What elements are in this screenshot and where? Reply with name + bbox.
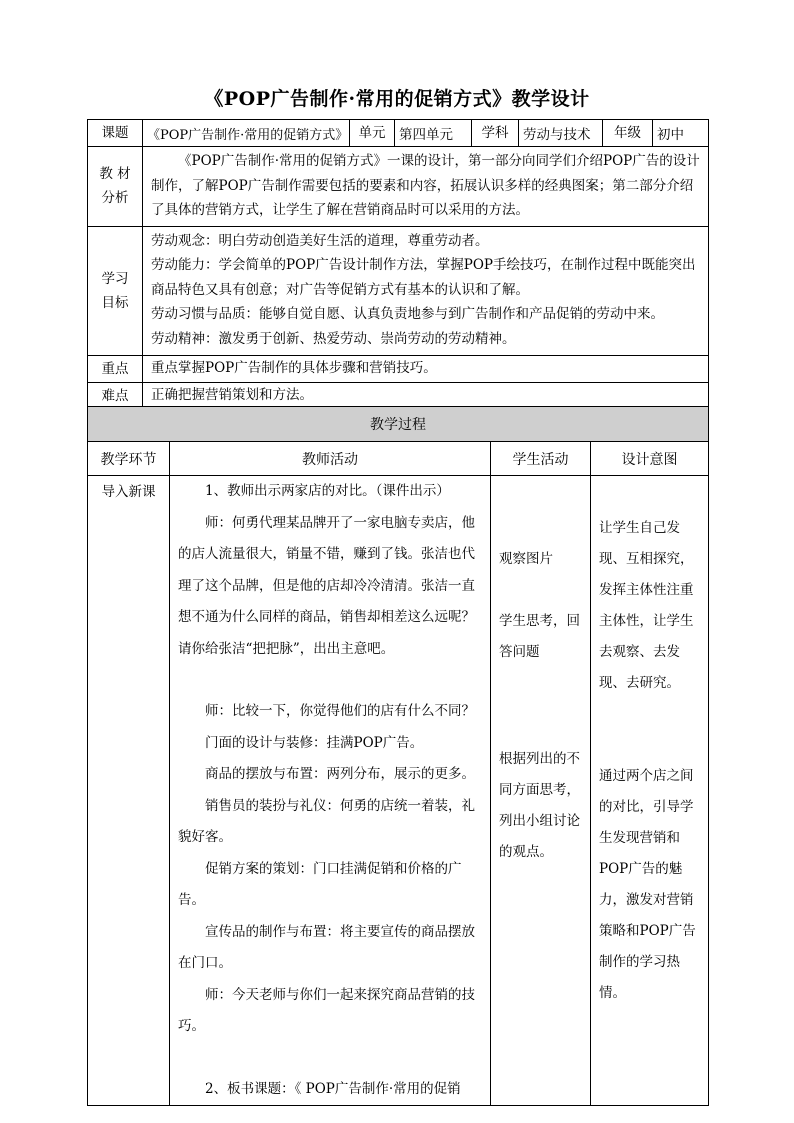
teacher-paragraph: 销售员的装扮与礼仪：何勇的店统一着装，礼貌好客。	[178, 797, 475, 845]
goals-text-cell	[143, 226, 709, 355]
difficulty-text: 正确把握营销策划和方法。	[143, 382, 709, 409]
teacher-paragraph: 商品的摆放与布置：两列分布，展示的更多。	[205, 766, 475, 782]
teacher-paragraph: 促销方案的策划：门口挂满促销和价格的广告。	[178, 860, 462, 908]
course-value: 《POP广告制作·常用的促销方式》	[143, 120, 350, 147]
goals-label-line1: 学习	[101, 270, 129, 287]
key-point-label: 重点	[88, 355, 143, 382]
column-header-teacher: 教师活动	[170, 442, 491, 476]
teacher-paragraph: 师：比较一下，你觉得他们的店有什么不同？	[205, 703, 475, 719]
difficulty-row	[88, 382, 709, 409]
subject-label: 学科	[472, 120, 519, 147]
teacher-paragraph: 1、教师出示两家店的对比。（课件出示）	[205, 483, 450, 499]
subject-value: 劳动与技术	[519, 120, 603, 147]
document-title: 《POP广告制作·常用的促销方式》教学设计	[204, 88, 590, 110]
student-activity-item: 根据列出的不同方面思考，列出小组讨论的观点。	[499, 751, 580, 860]
teacher-paragraph: 门面的设计与装修：挂满POP广告。	[205, 734, 424, 751]
info-table	[87, 119, 709, 410]
teacher-paragraph: 师：何勇代理某品牌开了一家电脑专卖店，他的店人流量很大，销量不错，赚到了钱。张洁也代理了这个品牌，但是他的店却冷冷清清。张洁一直想不通为什么同样的商品，销售却相差这么远呢？请你给张洁“把把脉”，出出主意吧。	[178, 514, 475, 657]
stage-row	[88, 476, 709, 1106]
design-intent-item: 让学生自己发现、互相探究，发挥主体性注重主体性，让学生去观察、去发现、去研究。	[599, 520, 694, 691]
student-activity-item: 学生思考，回答问题	[499, 613, 580, 660]
goals-row	[88, 226, 709, 355]
goal-item: 劳动能力：学会简单的POP广告设计制作方法，掌握POP手绘技巧，在制作过程中既能突出商品特色又具有创意；对广告等促销方式有基本的认识和了解。	[151, 257, 696, 298]
teacher-paragraph: 2、板书课题：《 POP广告制作·常用的促销	[205, 1080, 461, 1097]
goal-item: 劳动精神：激发勇于创新、热爱劳动、崇尚劳动的劳动精神。	[151, 330, 516, 347]
column-header-intent: 设计意图	[591, 442, 709, 476]
teacher-activity-cell	[170, 476, 491, 1106]
grade-value: 初中	[653, 120, 709, 147]
teacher-paragraph: 师：今天老师与你们一起来探究商品营销的技巧。	[178, 986, 475, 1034]
student-activity-item: 观察图片	[499, 551, 553, 567]
goals-label	[88, 226, 143, 355]
student-activity-cell	[491, 476, 591, 1106]
difficulty-label: 难点	[88, 382, 143, 409]
teacher-paragraph: 宣传品的制作与布置：将主要宣传的商品摆放在门口。	[178, 923, 475, 971]
analysis-text-cell	[143, 147, 709, 227]
course-label: 课题	[88, 120, 143, 147]
column-header-stage: 教学环节	[88, 442, 170, 476]
stage-label: 导入新课	[101, 484, 156, 500]
grade-label: 年级	[603, 120, 653, 147]
process-table	[87, 406, 709, 1106]
goals-label-line2: 目标	[101, 294, 129, 311]
process-heading: 教学过程	[88, 407, 709, 442]
design-intent-cell	[591, 476, 709, 1106]
analysis-label-line2: 分析	[101, 190, 129, 207]
goal-item: 劳动观念：明白劳动创造美好生活的道理，尊重劳动者。	[151, 232, 489, 249]
analysis-label	[88, 147, 143, 227]
analysis-row	[88, 147, 709, 227]
analysis-text: 《POP广告制作·常用的促销方式》一课的设计，第一部分向同学们介绍POP广告的设计制作，了解POP广告制作需要包括的要素和内容，拓展认识多样的经典图案；第二部分介绍了具体的营销方式，让学生了解在营销商品时可以采用的方法。	[151, 153, 700, 218]
design-intent-item: 通过两个店之间的对比，引导学生发现营销和POP广告的魅力，激发对营销策略和POP广告制作的学习热情。	[599, 768, 696, 1001]
course-row	[88, 120, 709, 147]
analysis-label-line1: 教 材	[99, 166, 131, 183]
goal-item: 劳动习惯与品质：能够自觉自愿、认真负责地参与到广告制作和产品促销的劳动中来。	[151, 306, 664, 323]
key-point-row	[88, 355, 709, 382]
unit-value: 第四单元	[395, 120, 472, 147]
stage-cell	[88, 476, 170, 1106]
unit-label: 单元	[350, 120, 395, 147]
column-header-row	[88, 442, 709, 476]
column-header-student: 学生活动	[491, 442, 591, 476]
key-point-text: 重点掌握POP广告制作的具体步骤和营销技巧。	[143, 355, 709, 382]
